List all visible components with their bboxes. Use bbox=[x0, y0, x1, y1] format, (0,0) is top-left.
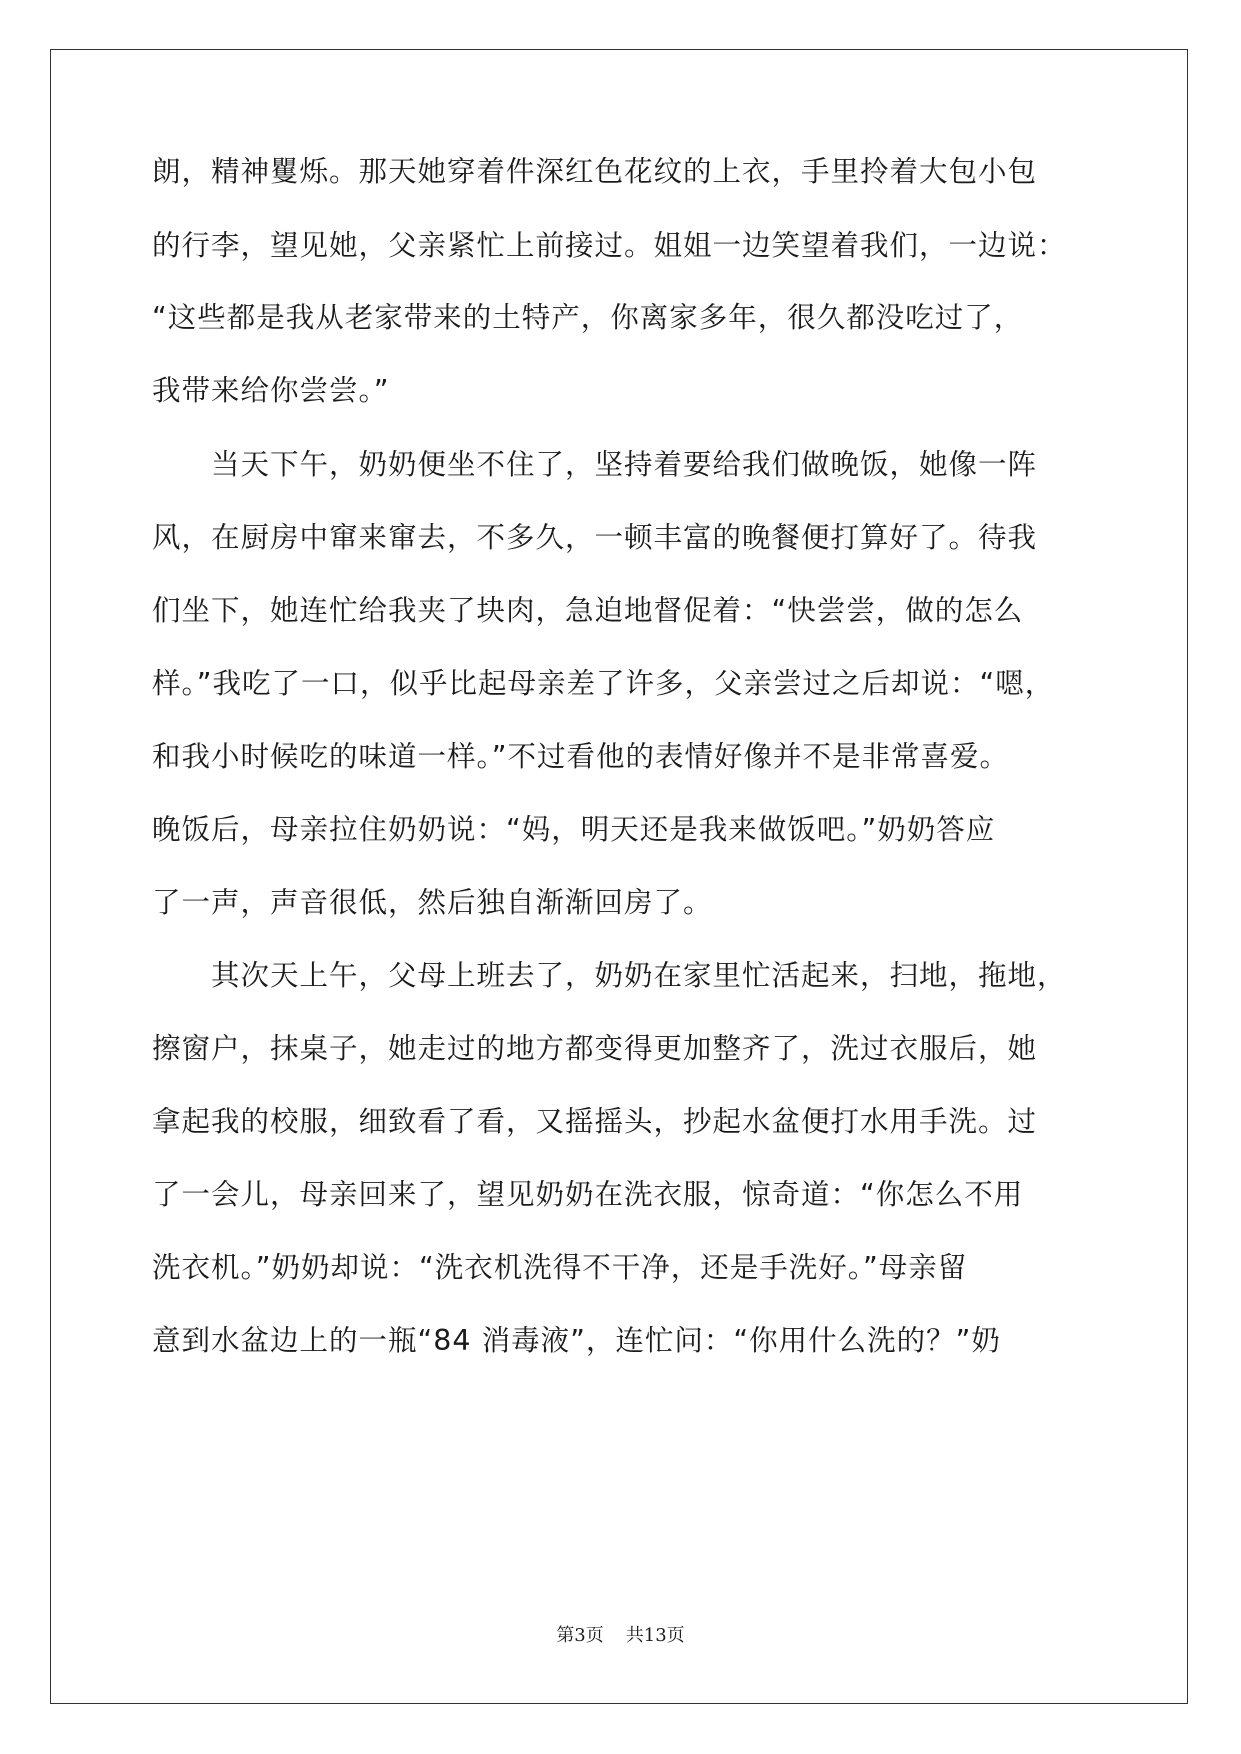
text-line: 了一会儿，母亲回来了，望见奶奶在洗衣服，惊奇道：“你怎么不用 bbox=[152, 1178, 1024, 1211]
text-line: 当天下午，奶奶便坐不住了，坚持着要给我们做晚饭，她像一阵 bbox=[152, 448, 1038, 481]
page-footer bbox=[0, 1624, 1241, 1648]
text-line: 洗衣机。”奶奶却说：“洗衣机洗得不干净，还是手洗好。”母亲留 bbox=[152, 1251, 968, 1284]
text-line: 了一声，声音很低，然后独自渐渐回房了。 bbox=[152, 886, 713, 919]
text-line: 擦窗户，抹桌子，她走过的地方都变得更加整齐了，洗过衣服后，她 bbox=[152, 1032, 1038, 1065]
text-line: 们坐下，她连忙给我夹了块肉，急迫地督促着：“快尝尝，做的怎么 bbox=[152, 594, 1024, 627]
page-number-current: 第3页 bbox=[556, 1625, 604, 1646]
text-line: 的行李，望见她，父亲紧忙上前接过。姐姐一边笑望着我们，一边说： bbox=[152, 229, 1067, 262]
page-number-total: 共13页 bbox=[625, 1625, 685, 1646]
text-line: 拿起我的校服，细致看了看，又摇摇头，抄起水盆便打水用手洗。过 bbox=[152, 1105, 1038, 1138]
text-line: 样。”我吃了一口，似乎比起母亲差了许多，父亲尝过之后却说：“嗯， bbox=[152, 667, 1055, 700]
text-line: 朗，精神矍烁。那天她穿着件深红色花纹的上衣，手里拎着大包小包 bbox=[152, 155, 1038, 188]
text-line: 意到水盆边上的一瓶“84 消毒液”，连忙问：“你用什么洗的？”奶 bbox=[152, 1324, 1001, 1357]
text-line: 风，在厨房中窜来窜去，不多久，一顿丰富的晚餐便打算好了。待我 bbox=[152, 521, 1038, 554]
text-line: 晚饭后，母亲拉住奶奶说：“妈，明天还是我来做饭吧。”奶奶答应 bbox=[152, 813, 996, 846]
text-line: 我带来给你尝尝。” bbox=[152, 374, 390, 407]
text-line: 和我小时候吃的味道一样。”不过看他的表情好像并不是非常喜爱。 bbox=[152, 740, 1010, 773]
text-line: “这些都是我从老家带来的土特产，你离家多年，很久都没吃过了， bbox=[152, 301, 1024, 334]
text-line: 其次天上午，父母上班去了，奶奶在家里忙活起来，扫地，拖地， bbox=[152, 959, 1067, 992]
